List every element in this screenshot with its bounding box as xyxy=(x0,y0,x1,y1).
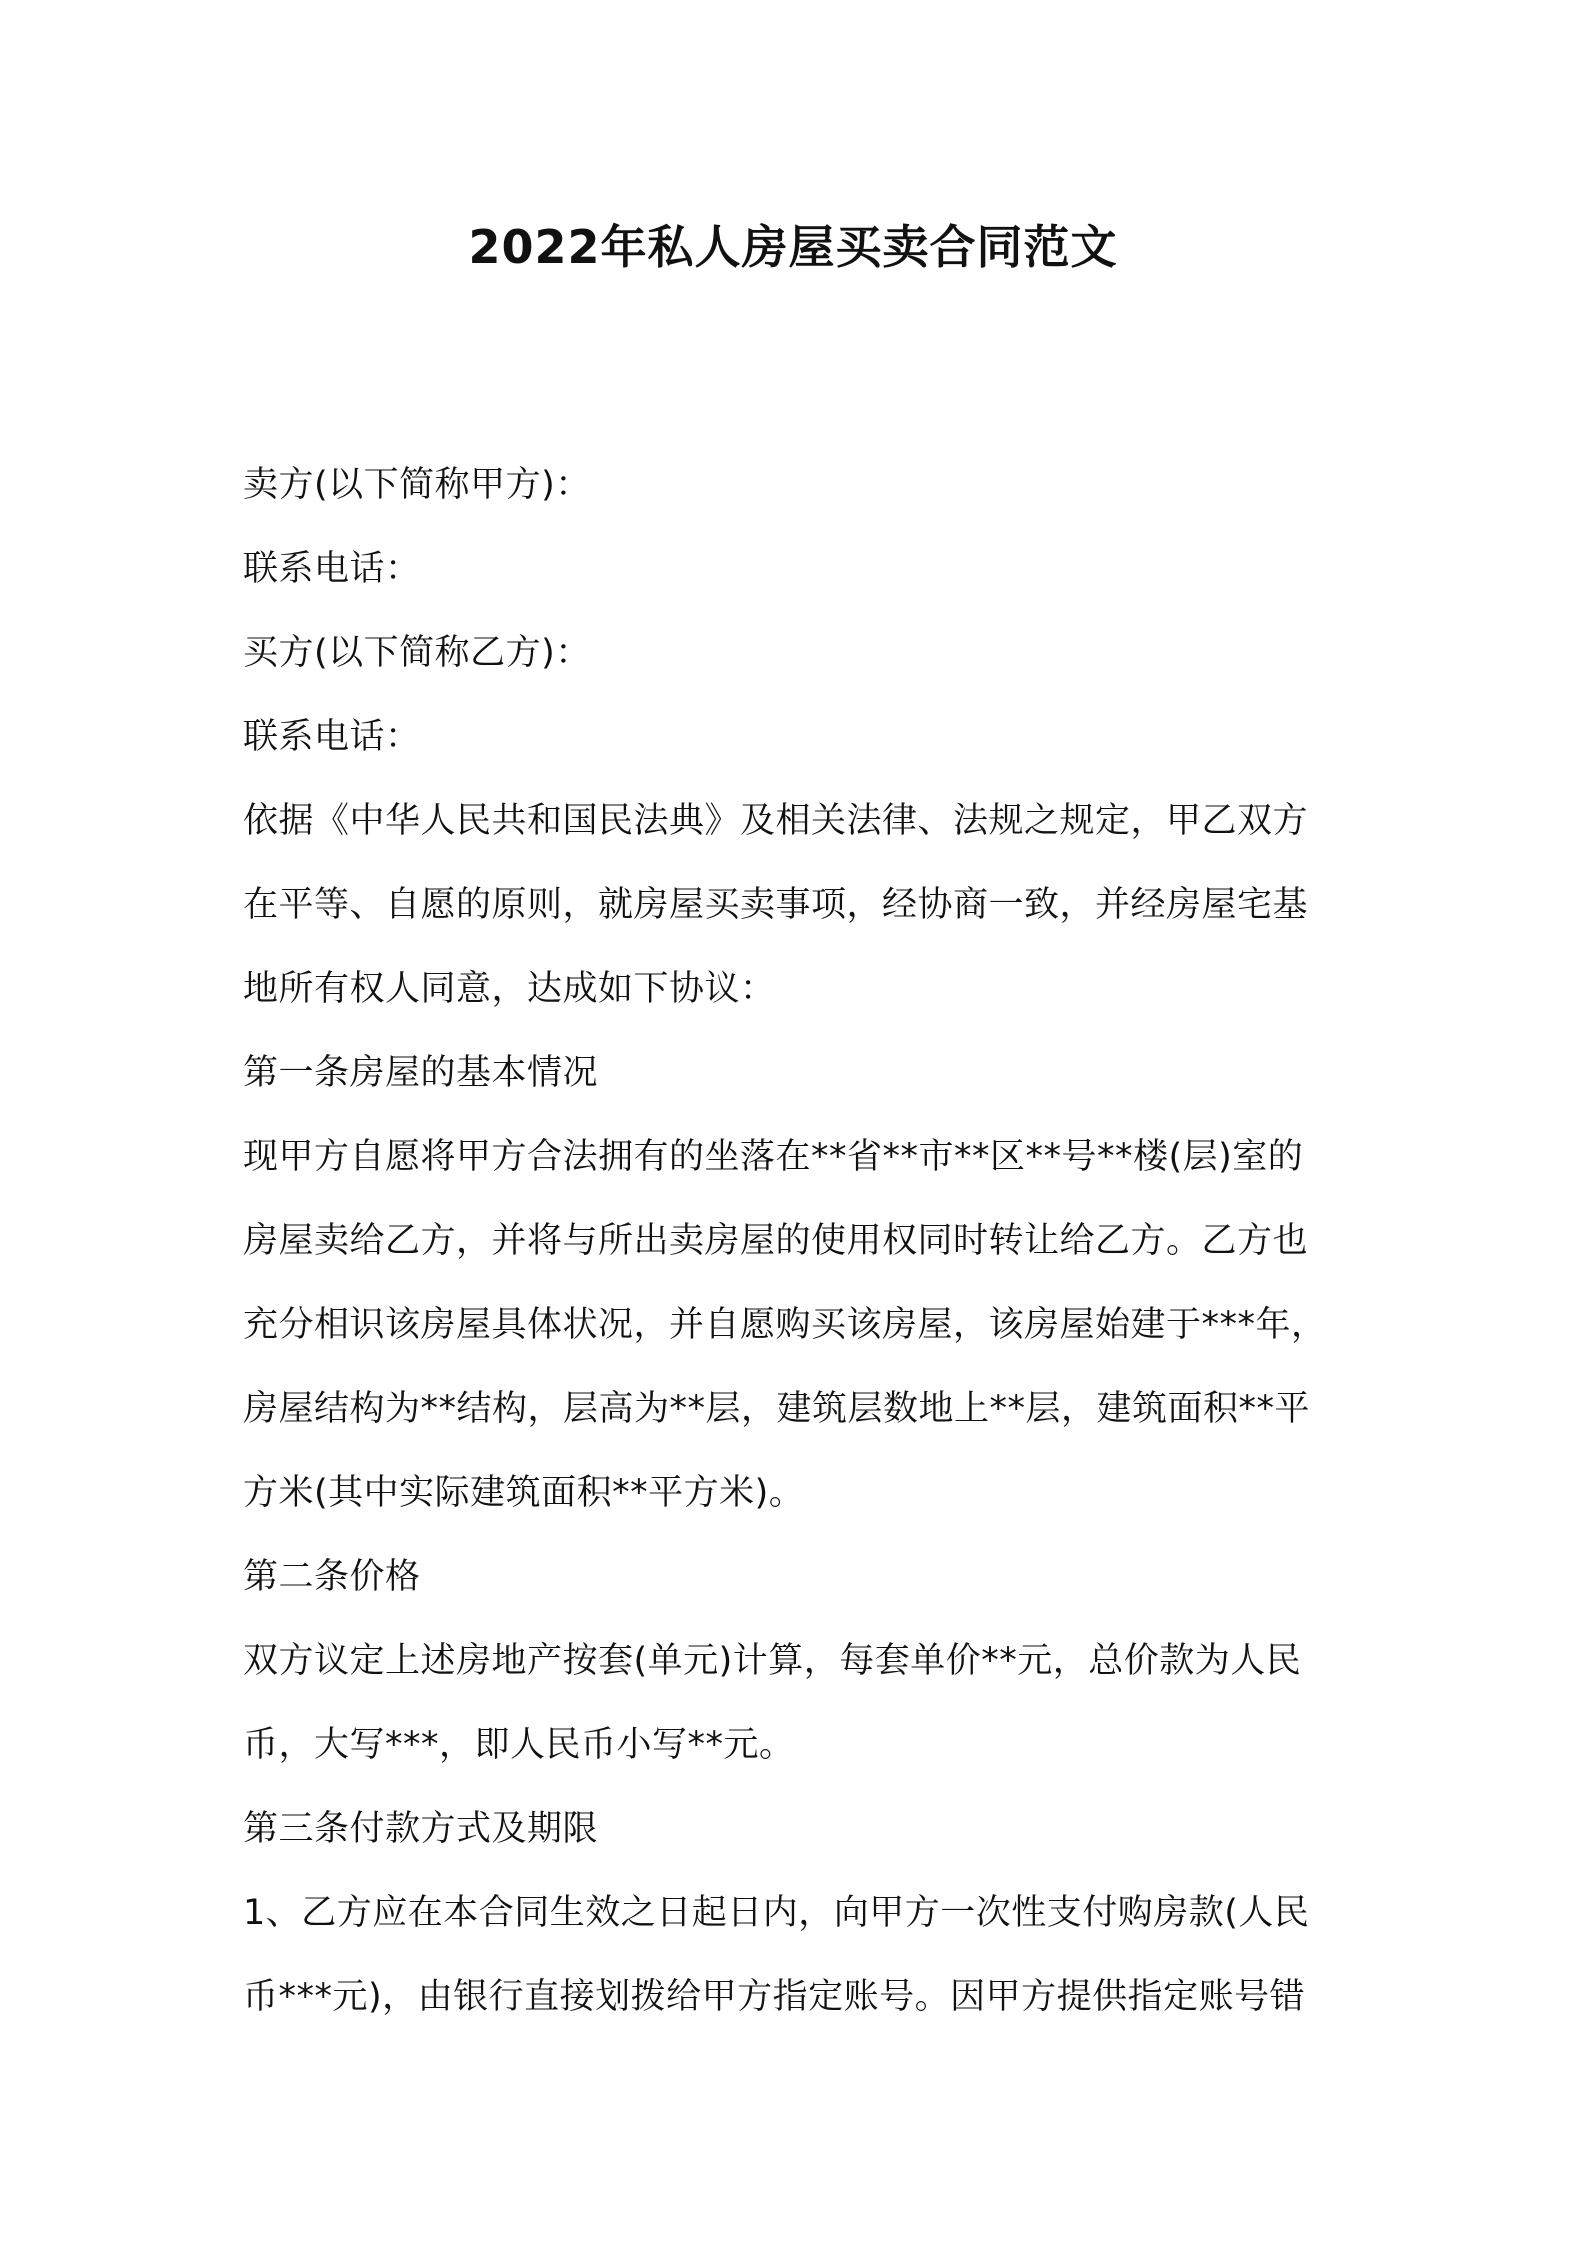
seller-line: 卖方(以下简称甲方)： xyxy=(243,465,591,505)
buyer-phone-line: 联系电话： xyxy=(243,717,421,757)
article-1-text-line: 充分相识该房屋具体状况，并自愿购买该房屋，该房屋始建于***年， xyxy=(243,1305,1327,1345)
article-2-heading: 第二条价格 xyxy=(243,1557,421,1597)
article-2-text-line: 币，大写***，即人民币小写**元。 xyxy=(243,1725,795,1765)
article-1-text-line: 方米(其中实际建筑面积**平方米)。 xyxy=(243,1473,805,1513)
article-1-heading: 第一条房屋的基本情况 xyxy=(243,1053,599,1093)
article-2-text-line: 双方议定上述房地产按套(单元)计算，每套单价**元，总价款为人民 xyxy=(243,1641,1302,1681)
article-3-heading: 第三条付款方式及期限 xyxy=(243,1809,599,1849)
document-title: 2022年私人房屋买卖合同范文 xyxy=(468,220,1118,274)
article-3-text-line: 1、乙方应在本合同生效之日起日内，向甲方一次性支付购房款(人民 xyxy=(243,1893,1310,1933)
preamble-line: 在平等、自愿的原则，就房屋买卖事项，经协商一致，并经房屋宅基 xyxy=(243,885,1309,925)
article-1-text-line: 房屋结构为**结构，层高为**层，建筑层数地上**层，建筑面积**平 xyxy=(243,1389,1311,1429)
article-1-text-line: 房屋卖给乙方，并将与所出卖房屋的使用权同时转让给乙方。乙方也 xyxy=(243,1221,1309,1261)
preamble-line: 依据《中华人民共和国民法典》及相关法律、法规之规定，甲乙双方 xyxy=(243,801,1309,841)
article-1-text-line: 现甲方自愿将甲方合法拥有的坐落在**省**市**区**号**楼(层)室的 xyxy=(243,1137,1304,1177)
contract-body xyxy=(243,443,1363,2039)
buyer-line: 买方(以下简称乙方)： xyxy=(243,633,591,673)
article-3-text-line: 币***元)，由银行直接划拨给甲方指定账号。因甲方提供指定账号错 xyxy=(243,1977,1306,2017)
seller-phone-line: 联系电话： xyxy=(243,549,421,589)
preamble-line: 地所有权人同意，达成如下协议： xyxy=(243,969,776,1009)
